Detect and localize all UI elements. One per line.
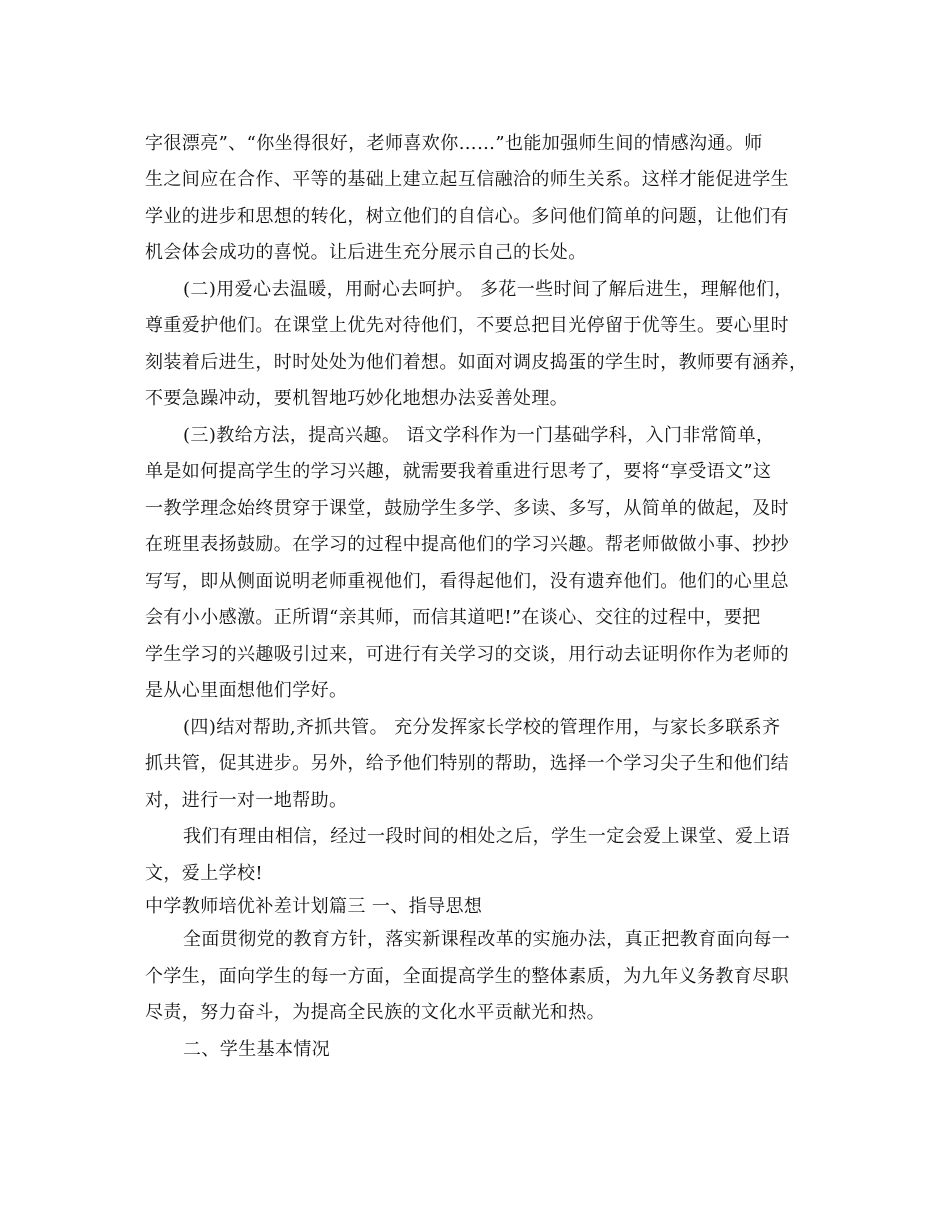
paragraph-heading-4: (四)结对帮助,齐抓共管。 充分发挥家长学校的管理作用，与家长多联系齐 bbox=[183, 717, 781, 738]
text-line: 学业的进步和思想的转化，树立他们的自信心。多问他们简单的问题，让他们有 bbox=[145, 206, 789, 227]
text-line: 尊重爱护他们。在课堂上优先对待他们，不要总把目光停留于优等生。要心里时 bbox=[145, 315, 789, 336]
text-line: 抓共管，促其进步。另外，给予他们特别的帮助，选择一个学习尖子生和他们结 bbox=[145, 753, 789, 774]
text-line: 文，爱上学校! bbox=[145, 863, 264, 884]
text-line: 全面贯彻党的教育方针，落实新课程改革的实施办法，真正把教育面向每一 bbox=[183, 929, 791, 950]
text-line: 对，进行一对一地帮助。 bbox=[145, 790, 348, 811]
text-line: 在班里表扬鼓励。在学习的过程中提高他们的学习兴趣。帮老师做做小事、抄抄 bbox=[145, 534, 789, 555]
paragraph-heading-2: (二)用爱心去温暖，用耐心去呵护。 多花一些时间了解后进生，理解他们， bbox=[183, 279, 793, 300]
section-subtitle: 二、学生基本情况 bbox=[183, 1039, 331, 1060]
text-line: 写写，即从侧面说明老师重视他们，看得起他们，没有遗弃他们。他们的心里总 bbox=[145, 571, 789, 592]
text-line: 是从心里面想他们学好。 bbox=[145, 680, 348, 701]
text-line: 字很漂亮”、“你坐得很好，老师喜欢你……”也能加强师生间的情感沟通。师 bbox=[145, 133, 763, 154]
paragraph-heading-3: (三)教给方法，提高兴趣。 语文学科作为一门基础学科，入门非常简单， bbox=[183, 425, 775, 446]
text-line: 机会体会成功的喜悦。让后进生充分展示自己的长处。 bbox=[145, 242, 587, 263]
text-line: 生之间应在合作、平等的基础上建立起互信融洽的师生关系。这样才能促进学生 bbox=[145, 169, 789, 190]
text-line: 刻装着后进生，时时处处为他们着想。如面对调皮捣蛋的学生时，教师要有涵养， bbox=[145, 352, 808, 373]
text-line: 单是如何提高学生的学习兴趣，就需要我着重进行思考了，要将“享受语文”这 bbox=[145, 461, 772, 482]
section-title: 中学教师培优补差计划篇三 一、指导思想 bbox=[145, 896, 483, 917]
text-line: 尽责，努力奋斗，为提高全民族的文化水平贡献光和热。 bbox=[145, 1002, 605, 1023]
text-line: 学生学习的兴趣吸引过来，可进行有关学习的交谈，用行动去证明你作为老师的 bbox=[145, 644, 789, 665]
text-line: 我们有理由相信，经过一段时间的相处之后，学生一定会爱上课堂、爱上语 bbox=[183, 826, 791, 847]
text-line: 个学生，面向学生的每一方面，全面提高学生的整体素质，为九年义务教育尽职 bbox=[145, 966, 789, 987]
text-line: 会有小小感激。正所谓“亲其师，而信其道吧!”在谈心、交往的过程中，要把 bbox=[145, 607, 761, 628]
text-line: 不要急躁冲动，要机智地巧妙化地想办法妥善处理。 bbox=[145, 388, 569, 409]
text-line: 一教学理念始终贯穿于课堂，鼓励学生多学、多读、多写，从简单的做起，及时 bbox=[145, 498, 789, 519]
